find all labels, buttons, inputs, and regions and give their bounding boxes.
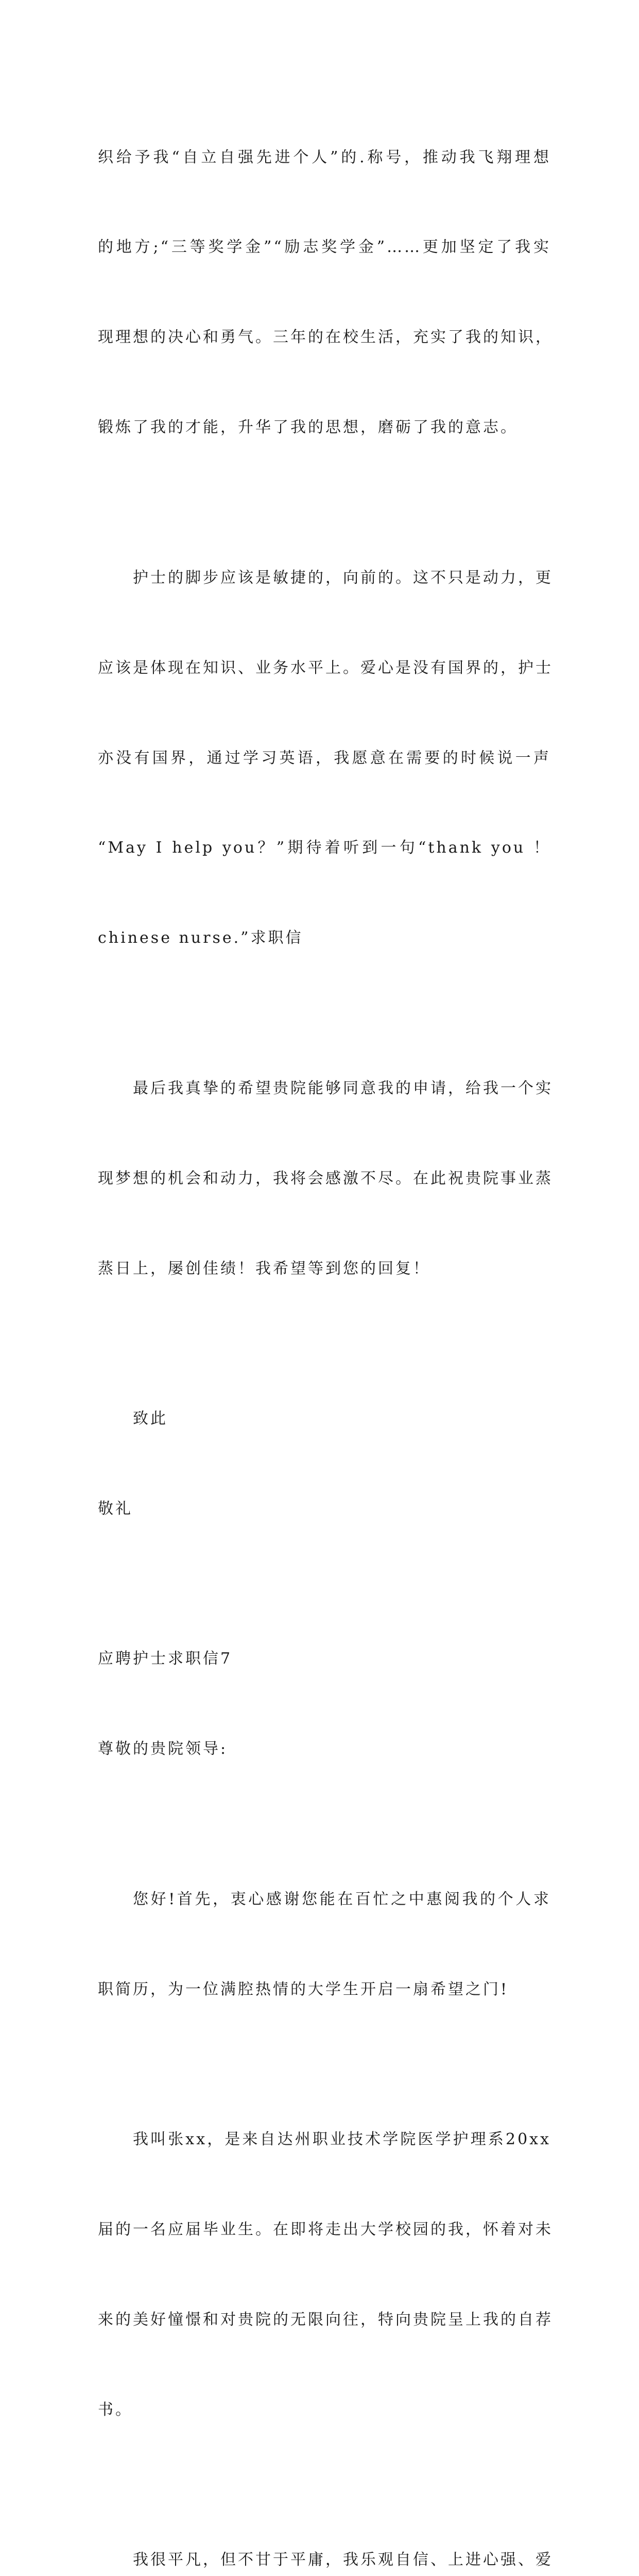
text-line: 我叫张xx，是来自达州职业技术学院医学护理系20xx [133, 2130, 551, 2149]
letter-title: 应聘护士求职信7 [98, 1650, 233, 1668]
paragraph-honors [98, 82, 551, 503]
text-line: 致此 [133, 1410, 168, 1428]
text-line: 您好!首先，衷心感谢您能在百忙之中惠阅我的个人求 [133, 1890, 551, 1908]
text-line: chinese nurse.”求职信 [98, 929, 303, 947]
text-line: 亦没有国界，通过学习英语，我愿意在需要的时候说一声 [98, 749, 551, 767]
text-line: 敬礼 [98, 1499, 133, 1518]
text-line: 蒸日上，屡创佳绩！我希望等到您的回复！ [98, 1259, 430, 1278]
text-line: 来的美好憧憬和对贵院的无限向往，特向贵院呈上我的自荐 [98, 2310, 553, 2329]
salutation-closing [98, 1344, 551, 1584]
text-line: 届的一名应届毕业生。在即将走出大学校园的我，怀着对未 [98, 2221, 553, 2239]
text-line: 最后我真挚的希望贵院能够同意我的申请，给我一个实 [133, 1079, 553, 1097]
text-line: 职简历，为一位满腔热情的大学生开启一扇希望之门! [98, 1980, 509, 1998]
text-line: “May I help you？”期待着听到一句“thank you ！ [98, 839, 551, 857]
text-line: 现理想的决心和勇气。三年的在校生活，充实了我的知识， [98, 328, 553, 347]
paragraph-personality [98, 2485, 551, 2576]
paragraph-nurse-steps [98, 503, 551, 1013]
paragraph-introduction [98, 2065, 551, 2485]
paragraph-thanks [98, 1824, 551, 2064]
paragraph-closing-hope [98, 1013, 551, 1344]
text-line: 书。 [98, 2400, 133, 2419]
text-line: 锻炼了我的才能，升华了我的思想，磨砺了我的意志。 [98, 418, 518, 437]
letter-heading [98, 1584, 551, 1824]
text-line: 我很平凡，但不甘于平庸，我乐观自信、上进心强、爱 [133, 2551, 553, 2569]
text-line: 应该是体现在知识、业务水平上。爱心是没有国界的，护士 [98, 658, 553, 677]
letter-greeting: 尊敬的贵院领导: [98, 1740, 228, 1758]
text-line: 的地方;“三等奖学金”“励志奖学金”……更加坚定了我实 [98, 238, 551, 257]
text-line: 现梦想的机会和动力，我将会感激不尽。在此祝贵院事业蒸 [98, 1169, 553, 1188]
text-line: 织给予我“自立自强先进个人”的.称号，推动我飞翔理想 [98, 148, 551, 166]
letter-body [98, 82, 551, 2576]
text-line: 护士的脚步应该是敏捷的，向前的。这不只是动力，更 [133, 568, 553, 587]
